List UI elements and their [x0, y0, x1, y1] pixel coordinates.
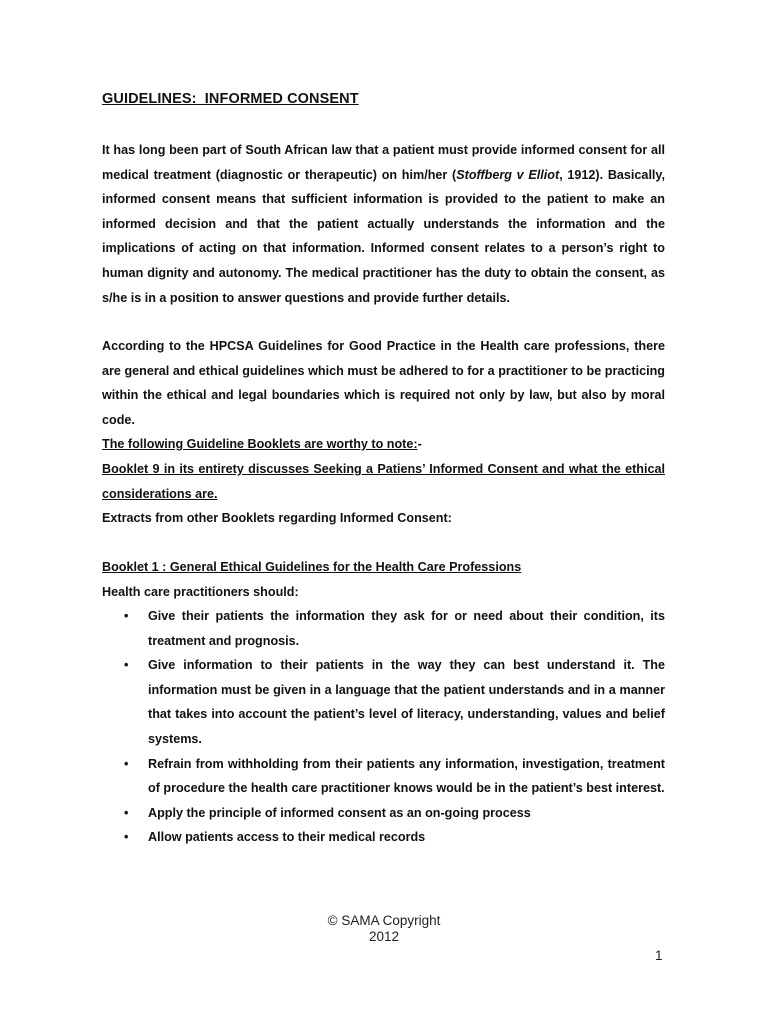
intro-text-start: It has long been part of South African law that a patient must provide informed consent for all medical treatment (diagnostic or therapeutic) on him/her ( [102, 143, 665, 182]
bullet-icon: • [124, 756, 129, 771]
booklets-intro-suffix: - [417, 437, 422, 451]
bullet-item [102, 825, 665, 850]
copyright-year: 2012 [368, 929, 400, 944]
bullet-text: Give their patients the information they ask for or need about their condition, its treatment and prognosis. [148, 609, 665, 648]
booklets-intro [102, 432, 665, 457]
guideline-bullet-list [102, 604, 665, 850]
bullet-icon: • [124, 830, 129, 845]
bullet-text: Give information to their patients in the way they can best understand it. The information must be given in a language that the patient understands and in a manner that takes into account the patient’s level of literacy, understanding, values and belief systems. [148, 658, 665, 746]
case-citation: Stoffberg v Elliot [456, 167, 560, 182]
booklet9-statement: Booklet 9 in its entirety discusses Seeking a Patiens’ Informed Consent and what the ethical considerations are. [102, 462, 665, 501]
bullet-item [102, 801, 665, 826]
booklet1-heading: Booklet 1 : General Ethical Guidelines for the Health Care Professions [102, 560, 522, 574]
intro-paragraph [102, 138, 665, 310]
booklets-intro-underlined: The following Guideline Booklets are worthy to note: [102, 437, 418, 451]
bullet-item [102, 752, 665, 801]
bullet-text: Refrain from withholding from their patients any information, investigation, treatment of procedure the health care practitioner knows would be in the patient’s best interest. [148, 756, 665, 796]
document-body [102, 89, 666, 845]
copyright-line: © SAMA Copyright [327, 913, 441, 928]
bullet-icon: • [124, 609, 129, 623]
document-title: GUIDELINES: INFORMED CONSENT [102, 91, 359, 107]
page-number: 1 [655, 948, 663, 963]
bullet-item [102, 604, 665, 653]
intro-text-end: , 1912). Basically, informed consent means that sufficient information is provided to the patient to make an informed decision and that the patient actually understands the information and the implications of acting on that information. Informed consent relates to a person’s right to human dignity and autonomy. The medical practitioner has the duty to obtain the consent, as s/he is in a position to answer questions and provide further details. [102, 167, 666, 305]
extracts-heading: Extracts from other Booklets regarding Informed Consent: [102, 511, 452, 525]
bullet-icon: • [124, 658, 129, 673]
bullet-text: Allow patients access to their medical records [148, 830, 426, 845]
copyright-footer [0, 913, 768, 945]
bullet-item [102, 653, 665, 751]
bullet-text: Apply the principle of informed consent as an on-going process [148, 805, 531, 820]
practitioners-should-label: Health care practitioners should: [102, 585, 299, 599]
hpcsa-paragraph: According to the HPCSA Guidelines for Good Practice in the Health care professions, there are general and ethical guidelines which must be adhered to for a practitioner to be practicing within the ethical and legal boundaries which is required not only by law, but also by moral code. [102, 339, 665, 427]
bullet-icon: • [124, 805, 129, 820]
